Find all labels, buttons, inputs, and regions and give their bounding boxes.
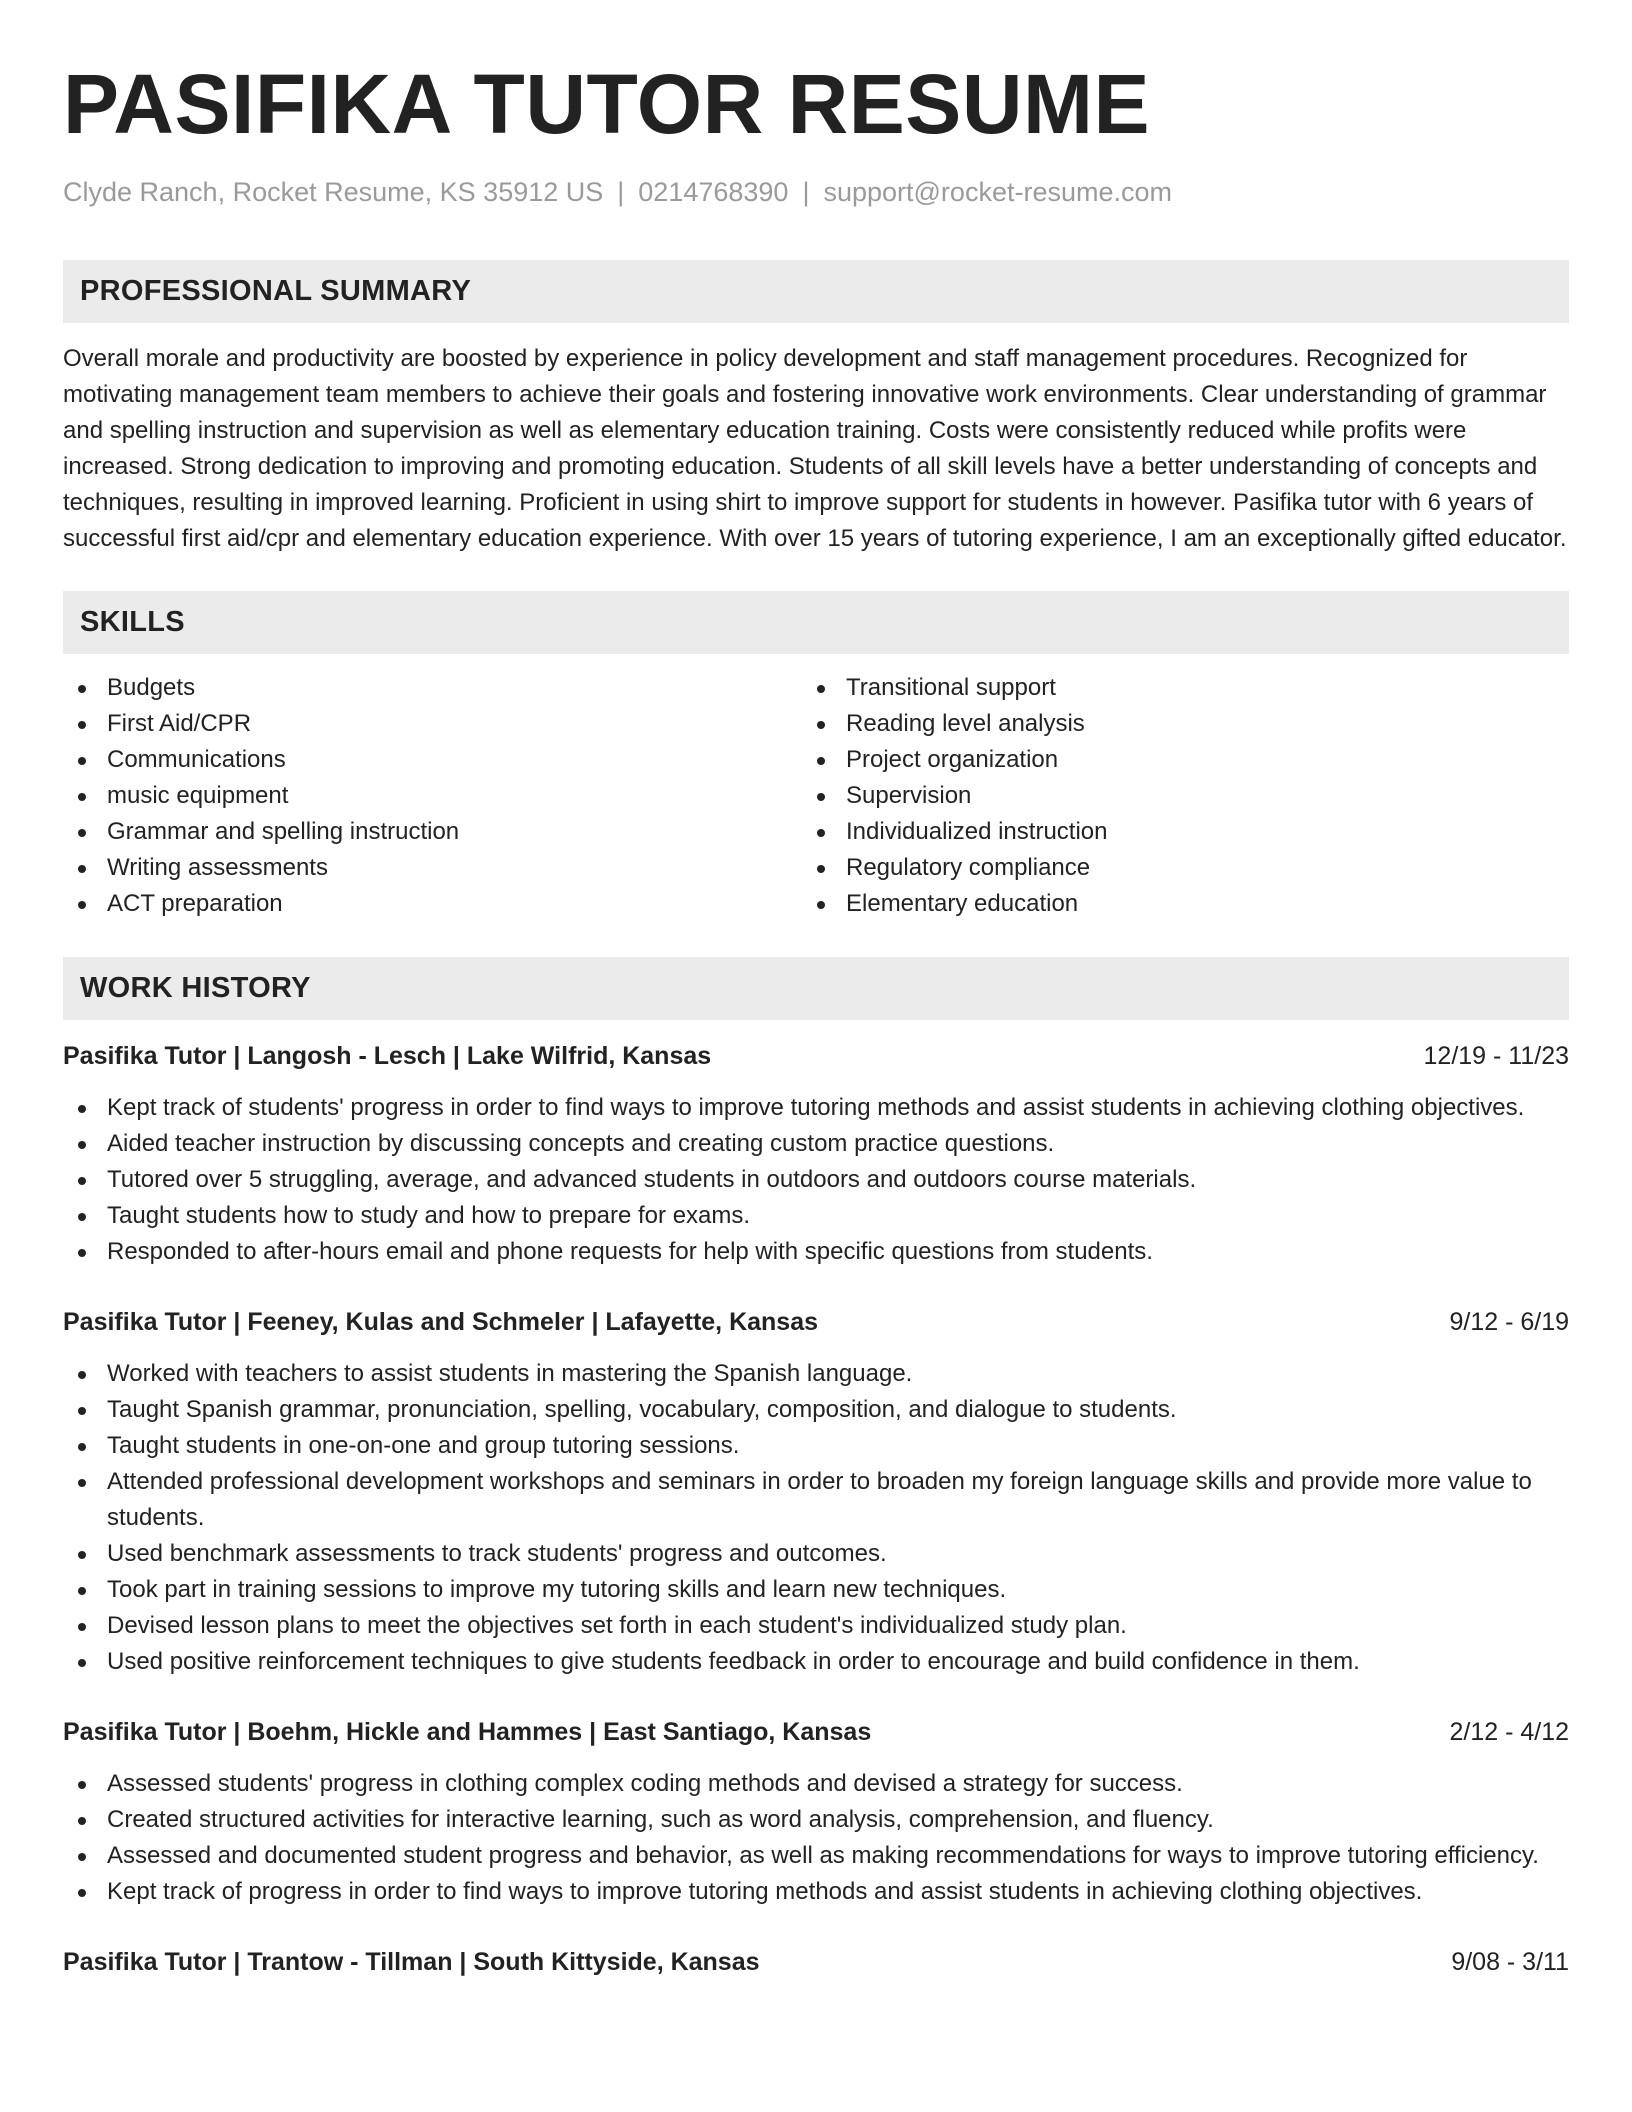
section-title-summary: PROFESSIONAL SUMMARY — [80, 275, 472, 307]
job-entry — [63, 1714, 1569, 1910]
skill-item: Transitional support — [802, 670, 1541, 706]
contact-separator: | — [617, 177, 625, 207]
job-bullet: Attended professional development workshops and seminars in order to broaden my foreign language skills and provide more value to students. — [63, 1464, 1569, 1536]
skills-column-left — [63, 670, 802, 922]
contact-phone: 0214768390 — [638, 177, 789, 207]
job-bullet: Taught students how to study and how to prepare for exams. — [63, 1198, 1569, 1234]
contact-address: Clyde Ranch, Rocket Resume, KS 35912 US — [63, 177, 604, 207]
skill-item: Writing assessments — [63, 850, 802, 886]
job-bullets — [63, 1356, 1569, 1680]
job-bullets — [63, 1766, 1569, 1910]
job-title: Pasifika Tutor | Boehm, Hickle and Hammes | East Santiago, Kansas — [63, 1718, 872, 1746]
section-header-skills — [63, 591, 1569, 654]
job-entry — [63, 1038, 1569, 1270]
section-header-work-history — [63, 957, 1569, 1020]
skill-item: Regulatory compliance — [802, 850, 1541, 886]
skill-item: Elementary education — [802, 886, 1541, 922]
skill-item: Supervision — [802, 778, 1541, 814]
job-bullet: Devised lesson plans to meet the objectives set forth in each student's individualized study plan. — [63, 1608, 1569, 1644]
job-bullet: Kept track of progress in order to find ways to improve tutoring methods and assist students in achieving clothing objectives. — [63, 1874, 1569, 1910]
job-title: Pasifika Tutor | Trantow - Tillman | South Kittyside, Kansas — [63, 1948, 760, 1976]
job-bullet: Taught students in one-on-one and group tutoring sessions. — [63, 1428, 1569, 1464]
job-bullet: Created structured activities for interactive learning, such as word analysis, comprehension, and fluency. — [63, 1802, 1569, 1838]
resume-title: PASIFIKA TUTOR RESUME — [63, 57, 1150, 151]
job-title: Pasifika Tutor | Langosh - Lesch | Lake Wilfrid, Kansas — [63, 1042, 712, 1070]
skill-item: Grammar and spelling instruction — [63, 814, 802, 850]
job-bullet: Tutored over 5 struggling, average, and advanced students in outdoors and outdoors course materials. — [63, 1162, 1569, 1198]
skill-item: Reading level analysis — [802, 706, 1541, 742]
skill-item: Budgets — [63, 670, 802, 706]
skill-item: Communications — [63, 742, 802, 778]
skill-item: First Aid/CPR — [63, 706, 802, 742]
job-dates: 2/12 - 4/12 — [1449, 1718, 1569, 1746]
job-entry — [63, 1304, 1569, 1680]
job-header — [63, 1944, 1569, 1980]
skills-column-right — [802, 670, 1541, 922]
job-dates: 9/08 - 3/11 — [1451, 1948, 1569, 1976]
job-bullet: Used positive reinforcement techniques to give students feedback in order to encourage and build confidence in them. — [63, 1644, 1569, 1680]
job-title: Pasifika Tutor | Feeney, Kulas and Schmeler | Lafayette, Kansas — [63, 1308, 819, 1336]
job-bullet: Kept track of students' progress in order to find ways to improve tutoring methods and assist students in achieving clothing objectives. — [63, 1090, 1569, 1126]
job-dates: 9/12 - 6/19 — [1449, 1308, 1569, 1336]
job-entry — [63, 1944, 1569, 1980]
job-dates: 12/19 - 11/23 — [1423, 1042, 1569, 1070]
skill-item: Project organization — [802, 742, 1541, 778]
job-bullet: Worked with teachers to assist students in mastering the Spanish language. — [63, 1356, 1569, 1392]
skill-item: ACT preparation — [63, 886, 802, 922]
section-title-skills: SKILLS — [80, 606, 185, 638]
summary-text: Overall morale and productivity are boosted by experience in policy development and staff management procedures. Recognized for motivating management team members to achieve their goals and fostering innovative work environments. Clear understanding of grammar and spelling instruction and supervision as well as elementary education training. Costs were consistently reduced while profits were increased. Strong dedication to improving and promoting education. Students of all skill levels have a better understanding of concepts and techniques, resulting in improved learning. Proficient in using shirt to improve support for students in however. Pasifika tutor with 6 years of successful first aid/cpr and elementary education experience. With over 15 years of tutoring experience, I am an exceptionally gifted educator. — [63, 345, 1567, 552]
section-header-summary — [63, 260, 1569, 323]
job-bullet: Assessed students' progress in clothing complex coding methods and devised a strategy for success. — [63, 1766, 1569, 1802]
skills-grid — [63, 670, 1569, 922]
job-bullet: Assessed and documented student progress and behavior, as well as making recommendations for ways to improve tutoring efficiency. — [63, 1838, 1569, 1874]
skill-item: music equipment — [63, 778, 802, 814]
job-bullet: Used benchmark assessments to track students' progress and outcomes. — [63, 1536, 1569, 1572]
contact-line — [63, 174, 1569, 210]
job-bullet: Took part in training sessions to improve my tutoring skills and learn new techniques. — [63, 1572, 1569, 1608]
section-title-work-history: WORK HISTORY — [80, 972, 311, 1004]
job-header — [63, 1714, 1569, 1750]
job-bullet: Aided teacher instruction by discussing concepts and creating custom practice questions. — [63, 1126, 1569, 1162]
contact-email: support@rocket-resume.com — [823, 177, 1172, 207]
skill-item: Individualized instruction — [802, 814, 1541, 850]
job-header — [63, 1038, 1569, 1074]
job-bullet: Taught Spanish grammar, pronunciation, spelling, vocabulary, composition, and dialogue to students. — [63, 1392, 1569, 1428]
job-bullet: Responded to after-hours email and phone requests for help with specific questions from students. — [63, 1234, 1569, 1270]
job-bullets — [63, 1090, 1569, 1270]
job-header — [63, 1304, 1569, 1340]
contact-separator: | — [802, 177, 810, 207]
